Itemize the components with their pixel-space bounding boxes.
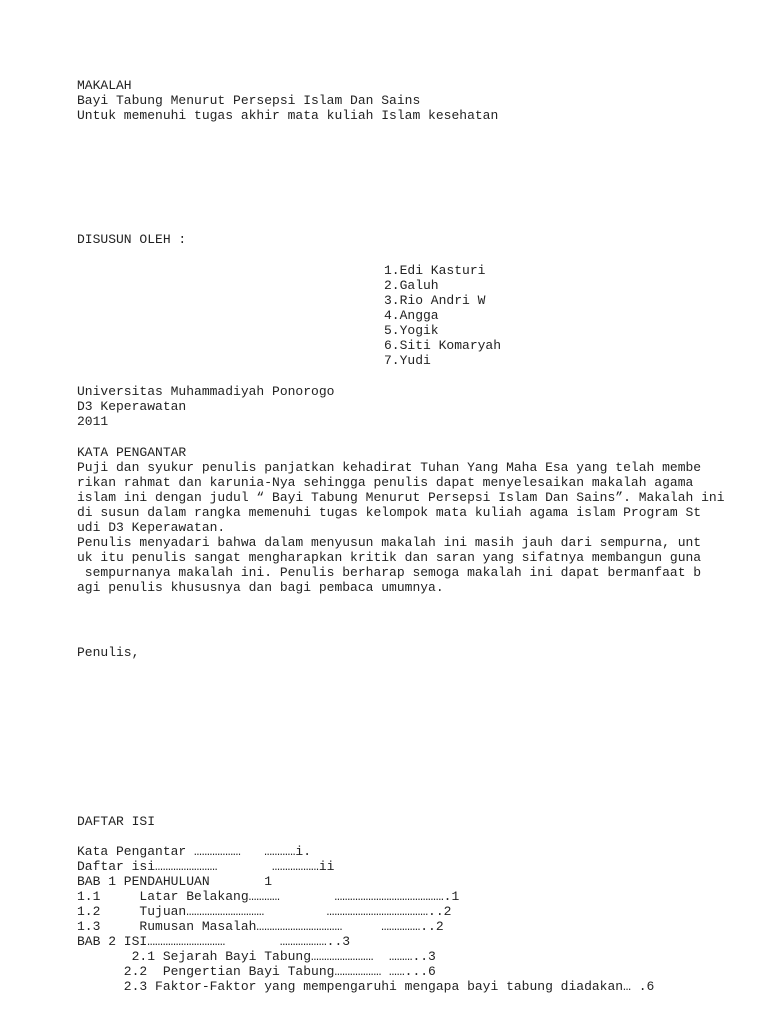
toc-heading: DAFTAR ISI xyxy=(77,814,156,829)
cover-purpose: Untuk memenuhi tugas akhir mata kuliah Islam kesehatan xyxy=(77,108,499,123)
preface-heading: KATA PENGANTAR xyxy=(77,445,187,460)
preface-line: islam ini dengan judul “ Bayi Tabung Menurut Persepsi Islam Dan Sains”. Makalah ini xyxy=(77,490,725,505)
member-item: 2.Galuh xyxy=(384,278,439,293)
toc-entry: 2.3 Faktor-Faktor yang mempengaruhi mengapa bayi tabung diadakan… .6 xyxy=(77,979,655,994)
preface-signature: Penulis, xyxy=(77,645,140,660)
preface-line: uk itu penulis sangat mengharapkan kritik dan saran yang sifatnya membangun guna xyxy=(77,550,702,565)
member-item: 3.Rio Andri W xyxy=(384,293,486,308)
preface-line: Puji dan syukur penulis panjatkan kehadirat Tuhan Yang Maha Esa yang telah membe xyxy=(77,460,702,475)
preface-line: agi penulis khususnya dan bagi pembaca umumnya. xyxy=(77,580,444,595)
member-item: 1.Edi Kasturi xyxy=(384,263,486,278)
toc-entry: 2.2 Pengertian Bayi Tabung……………… ……...6 xyxy=(77,964,436,979)
toc-entry: BAB 2 ISI………………………… ………………..3 xyxy=(77,934,351,949)
toc-entry: 1.3 Rumusan Masalah…………………………… ……………..2 xyxy=(77,919,444,934)
member-list xyxy=(384,263,501,368)
preface-line: di susun dalam rangka memenuhi tugas kelompok mata kuliah agama islam Program St xyxy=(77,505,702,520)
toc-entry: 1.2 Tujuan………………………… …………………………………..2 xyxy=(77,904,452,919)
toc-entry: Daftar isi…………………… ………………ii xyxy=(77,859,335,874)
compiled-by-label: DISUSUN OLEH : xyxy=(77,232,187,247)
toc-entry: 1.1 Latar Belakang………… …………………………………….1 xyxy=(77,889,460,904)
university-name: Universitas Muhammadiyah Ponorogo xyxy=(77,384,335,399)
cover-type-label: MAKALAH xyxy=(77,78,132,93)
year: 2011 xyxy=(77,414,109,429)
preface-line: sempurnanya makalah ini. Penulis berharap semoga makalah ini dapat bermanfaat b xyxy=(77,565,702,580)
toc-entry: BAB 1 PENDAHULUAN 1 xyxy=(77,874,273,889)
toc-entry: 2.1 Sejarah Bayi Tabung…………………… ………..3 xyxy=(77,949,436,964)
preface-line: rikan rahmat dan karunia-Nya sehingga penulis dapat menyelesaikan makalah agama xyxy=(77,475,694,490)
member-item: 6.Siti Komaryah xyxy=(384,338,502,353)
member-item: 4.Angga xyxy=(384,308,439,323)
toc-entry: Kata Pengantar ……………… …………i. xyxy=(77,844,312,859)
cover-title: Bayi Tabung Menurut Persepsi Islam Dan Sains xyxy=(77,93,421,108)
study-program: D3 Keperawatan xyxy=(77,399,187,414)
preface-body xyxy=(77,460,725,595)
member-item: 7.Yudi xyxy=(384,353,431,368)
table-of-contents xyxy=(77,844,654,994)
member-item: 5.Yogik xyxy=(384,323,439,338)
preface-line: udi D3 Keperawatan. xyxy=(77,520,226,535)
preface-line: Penulis menyadari bahwa dalam menyusun makalah ini masih jauh dari sempurna, unt xyxy=(77,535,702,550)
